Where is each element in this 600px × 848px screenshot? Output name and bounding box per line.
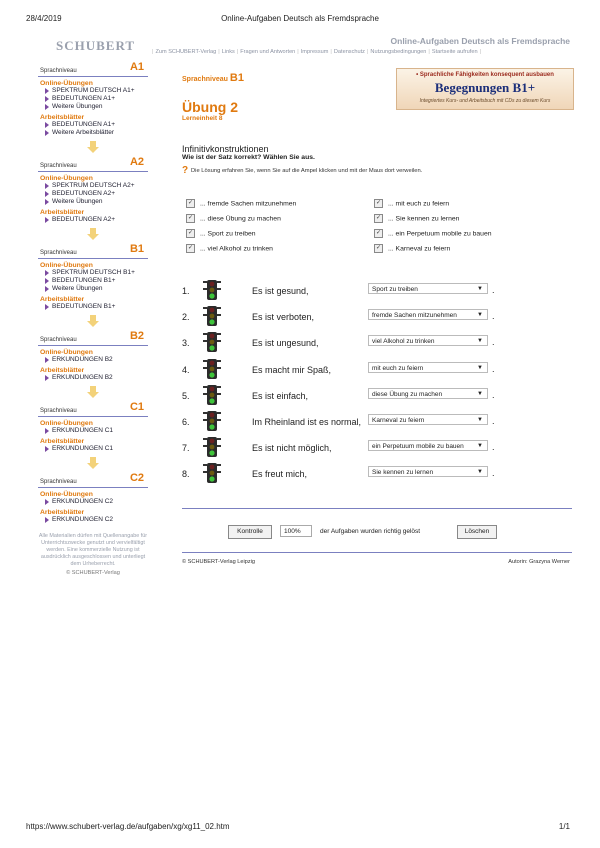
- sidebar-link[interactable]: BEDEUTUNGEN A1+: [52, 121, 148, 129]
- exercise-row: [182, 411, 512, 431]
- option-text: ... Sport zu treiben: [200, 230, 256, 238]
- sidebar-link[interactable]: SPEKTRUM DEUTSCH A2+: [52, 182, 148, 190]
- print-title: Online-Aufgaben Deutsch als Fremdsprache: [221, 14, 379, 23]
- task-question: Wie ist der Satz korrekt? Wählen Sie aus.: [182, 154, 315, 161]
- option-text: ... ein Perpetuum mobile zu bauen: [388, 230, 492, 238]
- option-text: ... diese Übung zu machen: [200, 215, 281, 223]
- item-number: 5.: [182, 390, 190, 401]
- sentence-start: Es ist gesund,: [252, 286, 309, 296]
- item-number: 7.: [182, 443, 190, 454]
- worksheets-title: Arbeitsblätter: [40, 367, 85, 374]
- level-code: A1: [129, 61, 144, 73]
- traffic-light-icon[interactable]: [202, 306, 222, 326]
- sentence-period: .: [492, 363, 495, 374]
- nav-link[interactable]: Fragen und Antworten: [240, 49, 296, 55]
- sidebar-link[interactable]: ERKUNDUNGEN C1: [52, 445, 148, 453]
- worksheets-title: Arbeitsblätter: [40, 209, 85, 216]
- selected-answer: viel Alkohol zu trinken: [372, 338, 435, 346]
- option-item: [186, 214, 281, 223]
- level-code: B1: [229, 72, 244, 84]
- chevron-down-icon: ▼: [477, 312, 483, 319]
- selected-answer: Karneval zu feiern: [372, 417, 425, 424]
- exercise-title: Übung 2: [182, 99, 238, 115]
- chevron-down-icon: ▼: [477, 338, 483, 345]
- chevron-down-icon: ▼: [477, 417, 483, 423]
- traffic-light-icon[interactable]: [202, 385, 222, 405]
- sidebar-copyright: © SCHUBERT-Verlag: [66, 570, 120, 576]
- answer-select[interactable]: [368, 283, 488, 294]
- nav-link[interactable]: Zum SCHUBERT-Verlag: [155, 49, 217, 55]
- nav-link[interactable]: Startseite aufrufen: [431, 49, 478, 55]
- option-item: [374, 214, 459, 223]
- exercise-row: [182, 306, 512, 326]
- worksheets-title: Arbeitsblätter: [40, 438, 85, 445]
- checkbox-icon: ✓: [187, 230, 194, 236]
- item-number: 3.: [182, 338, 190, 349]
- answer-select[interactable]: [368, 414, 488, 425]
- sentence-start: Es ist einfach,: [252, 390, 309, 401]
- option-text: ... Karneval zu feiern: [388, 245, 451, 253]
- footer-author: Autorin: Grazyna Werner: [508, 559, 570, 565]
- nav-separator: |: [152, 49, 154, 55]
- online-exercises-title: Online-Übungen: [40, 491, 93, 498]
- nav-separator: |: [236, 49, 239, 55]
- level-prefix: Sprachniveau: [182, 76, 228, 83]
- level-header: [38, 473, 148, 488]
- checkbox-icon: ✓: [375, 230, 382, 236]
- sidebar-link[interactable]: Weitere Arbeitsblätter: [52, 129, 148, 137]
- sidebar-level-b1: [38, 244, 148, 327]
- sidebar: [38, 62, 148, 528]
- down-arrow-icon: [87, 141, 99, 153]
- check-button[interactable]: Kontrolle: [228, 525, 272, 539]
- sentence-period: .: [492, 442, 495, 453]
- nav-link[interactable]: Datenschutz: [333, 49, 365, 55]
- sidebar-link[interactable]: BEDEUTUNGEN B1+: [52, 277, 148, 285]
- sidebar-link[interactable]: Weitere Übungen: [52, 198, 148, 206]
- clear-button[interactable]: Löschen: [457, 525, 497, 539]
- worksheets-title: Arbeitsblätter: [40, 114, 85, 121]
- sentence-period: .: [492, 337, 495, 348]
- item-number: 1.: [182, 286, 190, 296]
- logo[interactable]: SCHUBERT: [56, 38, 136, 53]
- level-header: [38, 62, 148, 77]
- level-label: Sprachniveau: [40, 163, 77, 169]
- level-code: B1: [129, 243, 144, 255]
- sidebar-link[interactable]: Weitere Übungen: [52, 285, 148, 293]
- chevron-down-icon: ▼: [477, 443, 483, 450]
- answer-select[interactable]: [368, 335, 488, 346]
- sidebar-level-a2: [38, 157, 148, 240]
- exercise-row: [182, 385, 512, 405]
- answer-select[interactable]: [368, 309, 488, 320]
- level-label: Sprachniveau: [40, 408, 77, 414]
- site-title: Online-Aufgaben Deutsch als Fremdsprache: [390, 36, 570, 46]
- level-label: Sprachniveau: [40, 250, 77, 256]
- footer-copyright: © SCHUBERT-Verlag Leipzig: [182, 559, 256, 565]
- nav-link[interactable]: Impressum: [300, 49, 329, 55]
- sidebar-link[interactable]: ERKUNDUNGEN B2: [52, 374, 148, 382]
- option-text: ... viel Alkohol zu trinken: [200, 245, 273, 253]
- sentence-period: .: [492, 416, 495, 426]
- sentence-period: .: [492, 468, 495, 479]
- sidebar-link[interactable]: ERKUNDUNGEN C2: [52, 516, 148, 524]
- traffic-light-icon[interactable]: [202, 332, 222, 352]
- exercise-row: [182, 437, 512, 457]
- sentence-start: Es ist ungesund,: [252, 338, 319, 349]
- online-exercises-title: Online-Übungen: [40, 420, 93, 427]
- selected-answer: Sport zu treiben: [372, 286, 418, 293]
- selected-answer: fremde Sachen mitzunehmen: [372, 312, 457, 320]
- online-exercises-title: Online-Übungen: [40, 262, 93, 269]
- down-arrow-icon: [87, 386, 99, 398]
- level-header: [38, 157, 148, 172]
- nav-separator: |: [366, 49, 369, 55]
- exercise-row: [182, 280, 512, 300]
- hint-text: Die Lösung erfahren Sie, wenn Sie auf die Ampel klicken und mit der Maus dort verweilen.: [191, 168, 423, 174]
- nav-separator: |: [297, 49, 299, 55]
- checkbox-icon: ✓: [375, 200, 382, 206]
- answer-select[interactable]: [368, 440, 488, 451]
- option-text: ... mit euch zu feiern: [388, 200, 450, 208]
- sidebar-link[interactable]: SPEKTRUM DEUTSCH B1+: [52, 269, 148, 277]
- topic-title: Infinitivkonstruktionen: [182, 144, 269, 154]
- level-code: C2: [129, 472, 144, 484]
- level-label: Sprachniveau: [40, 68, 77, 74]
- item-number: 8.: [182, 469, 190, 480]
- nav-link[interactable]: Links: [221, 49, 235, 55]
- nav-separator: |: [218, 49, 220, 55]
- traffic-light-icon[interactable]: [202, 359, 222, 379]
- down-arrow-icon: [87, 315, 99, 327]
- sidebar-level-b2: [38, 331, 148, 398]
- exercise-subtitle: Lerneinheit 8: [182, 115, 223, 122]
- sentence-period: .: [492, 389, 495, 400]
- option-item: [186, 199, 296, 208]
- sidebar-level-c2: [38, 473, 148, 524]
- exercise-row: [182, 332, 512, 352]
- banner-caption: Integriertes Kurs- und Arbeitsbuch mit CDs zu diesem Kurs: [419, 98, 551, 104]
- item-number: 2.: [182, 312, 190, 323]
- level-tag: [182, 72, 244, 84]
- checkbox-icon: ✓: [187, 215, 194, 221]
- score-field: 100%: [280, 525, 312, 537]
- sentence-period: .: [492, 311, 495, 322]
- checkbox-icon: ✓: [375, 215, 382, 221]
- level-header: [38, 331, 148, 346]
- selected-answer: ein Perpetuum mobile zu bauen: [372, 443, 464, 451]
- option-text: ... Sie kennen zu lernen: [388, 215, 460, 223]
- sidebar-link[interactable]: ERKUNDUNGEN B2: [52, 356, 148, 364]
- sidebar-link[interactable]: BEDEUTUNGEN A2+: [52, 190, 148, 198]
- level-header: [38, 402, 148, 417]
- item-number: 4.: [182, 364, 190, 375]
- item-number: 6.: [182, 417, 190, 427]
- chevron-down-icon: ▼: [477, 469, 483, 476]
- level-code: B2: [129, 330, 144, 342]
- chevron-down-icon: ▼: [477, 390, 483, 397]
- checkbox-icon: ✓: [375, 245, 382, 251]
- nav-link[interactable]: Nutzungsbedingungen: [370, 49, 427, 55]
- sentence-start: Es freut mich,: [252, 469, 308, 480]
- level-code: C1: [129, 401, 144, 413]
- online-exercises-title: Online-Übungen: [40, 175, 93, 182]
- online-exercises-title: Online-Übungen: [40, 349, 93, 356]
- divider: [182, 552, 572, 553]
- sidebar-link[interactable]: BEDEUTUNGEN A1+: [52, 95, 148, 103]
- nav-separator: |: [428, 49, 430, 55]
- down-arrow-icon: [87, 228, 99, 240]
- sidebar-note: Alle Materialien dürfen mit Quellenangabe für Unterrichtszwecke genutzt und vervielfältigt werden. Eine kommerzielle Nutzung ist ausdrücklich ausgeschlossen und unterliegt dem Urheberrecht.: [38, 533, 148, 567]
- book-banner[interactable]: [396, 68, 574, 110]
- chevron-down-icon: ▼: [477, 364, 483, 371]
- sentence-start: Es ist nicht möglich,: [252, 443, 332, 454]
- option-text: ... fremde Sachen mitzunehmen: [200, 200, 297, 208]
- level-label: Sprachniveau: [40, 479, 77, 485]
- selected-answer: diese Übung zu machen: [372, 390, 443, 398]
- level-code: A2: [129, 156, 144, 168]
- top-nav: [152, 49, 572, 55]
- sidebar-link[interactable]: ERKUNDUNGEN C1: [52, 427, 148, 435]
- level-label: Sprachniveau: [40, 337, 77, 343]
- banner-title: Begegnungen B1+: [434, 80, 536, 95]
- print-url: https://www.schubert-verlag.de/aufgaben/xg/xg11_02.htm: [26, 822, 230, 831]
- exercise-row: [182, 463, 512, 483]
- worksheets-title: Arbeitsblätter: [40, 296, 85, 303]
- banner-tagline: • Sprachliche Fähigkeiten konsequent ausbauen: [416, 72, 554, 78]
- selected-answer: mit euch zu feiern: [372, 364, 424, 372]
- online-exercises-title: Online-Übungen: [40, 80, 93, 87]
- traffic-light-icon[interactable]: [202, 437, 222, 457]
- selected-answer: Sie kennen zu lernen: [372, 469, 434, 477]
- sidebar-link[interactable]: BEDEUTUNGEN B1+: [52, 303, 148, 311]
- sentence-period: .: [492, 285, 495, 295]
- option-item: [186, 244, 273, 253]
- option-item: [186, 229, 256, 238]
- sidebar-level-c1: [38, 402, 148, 469]
- sentence-start: Es ist verboten,: [252, 312, 315, 323]
- level-header: [38, 244, 148, 259]
- traffic-light-icon[interactable]: [202, 280, 222, 300]
- sidebar-link[interactable]: BEDEUTUNGEN A2+: [52, 216, 148, 224]
- option-item: [374, 229, 492, 238]
- checkbox-icon: ✓: [187, 200, 194, 206]
- sentence-start: Im Rheinland ist es normal,: [252, 417, 362, 427]
- answer-select[interactable]: [368, 388, 488, 399]
- traffic-light-icon[interactable]: [202, 463, 222, 483]
- nav-separator: |: [330, 49, 332, 55]
- divider: [182, 508, 572, 509]
- nav-separator: |: [479, 49, 482, 55]
- down-arrow-icon: [87, 457, 99, 469]
- traffic-light-icon[interactable]: [202, 411, 222, 431]
- option-item: [374, 244, 450, 253]
- answer-select[interactable]: [368, 466, 488, 477]
- sentence-start: Es macht mir Spaß,: [252, 364, 332, 375]
- chevron-down-icon: ▼: [477, 286, 483, 292]
- print-date: 28/4/2019: [26, 14, 62, 23]
- score-text: der Aufgaben wurden richtig gelöst: [320, 528, 421, 535]
- sidebar-link[interactable]: ERKUNDUNGEN C2: [52, 498, 148, 506]
- question-mark-icon: ?: [182, 165, 189, 176]
- worksheets-title: Arbeitsblätter: [40, 509, 85, 516]
- exercise-row: [182, 359, 512, 379]
- option-item: [374, 199, 449, 208]
- checkbox-icon: ✓: [187, 245, 194, 251]
- print-page-number: 1/1: [558, 822, 570, 831]
- sidebar-link[interactable]: Weitere Übungen: [52, 103, 148, 111]
- sidebar-level-a1: [38, 62, 148, 153]
- answer-select[interactable]: [368, 362, 488, 373]
- sidebar-link[interactable]: SPEKTRUM DEUTSCH A1+: [52, 87, 148, 95]
